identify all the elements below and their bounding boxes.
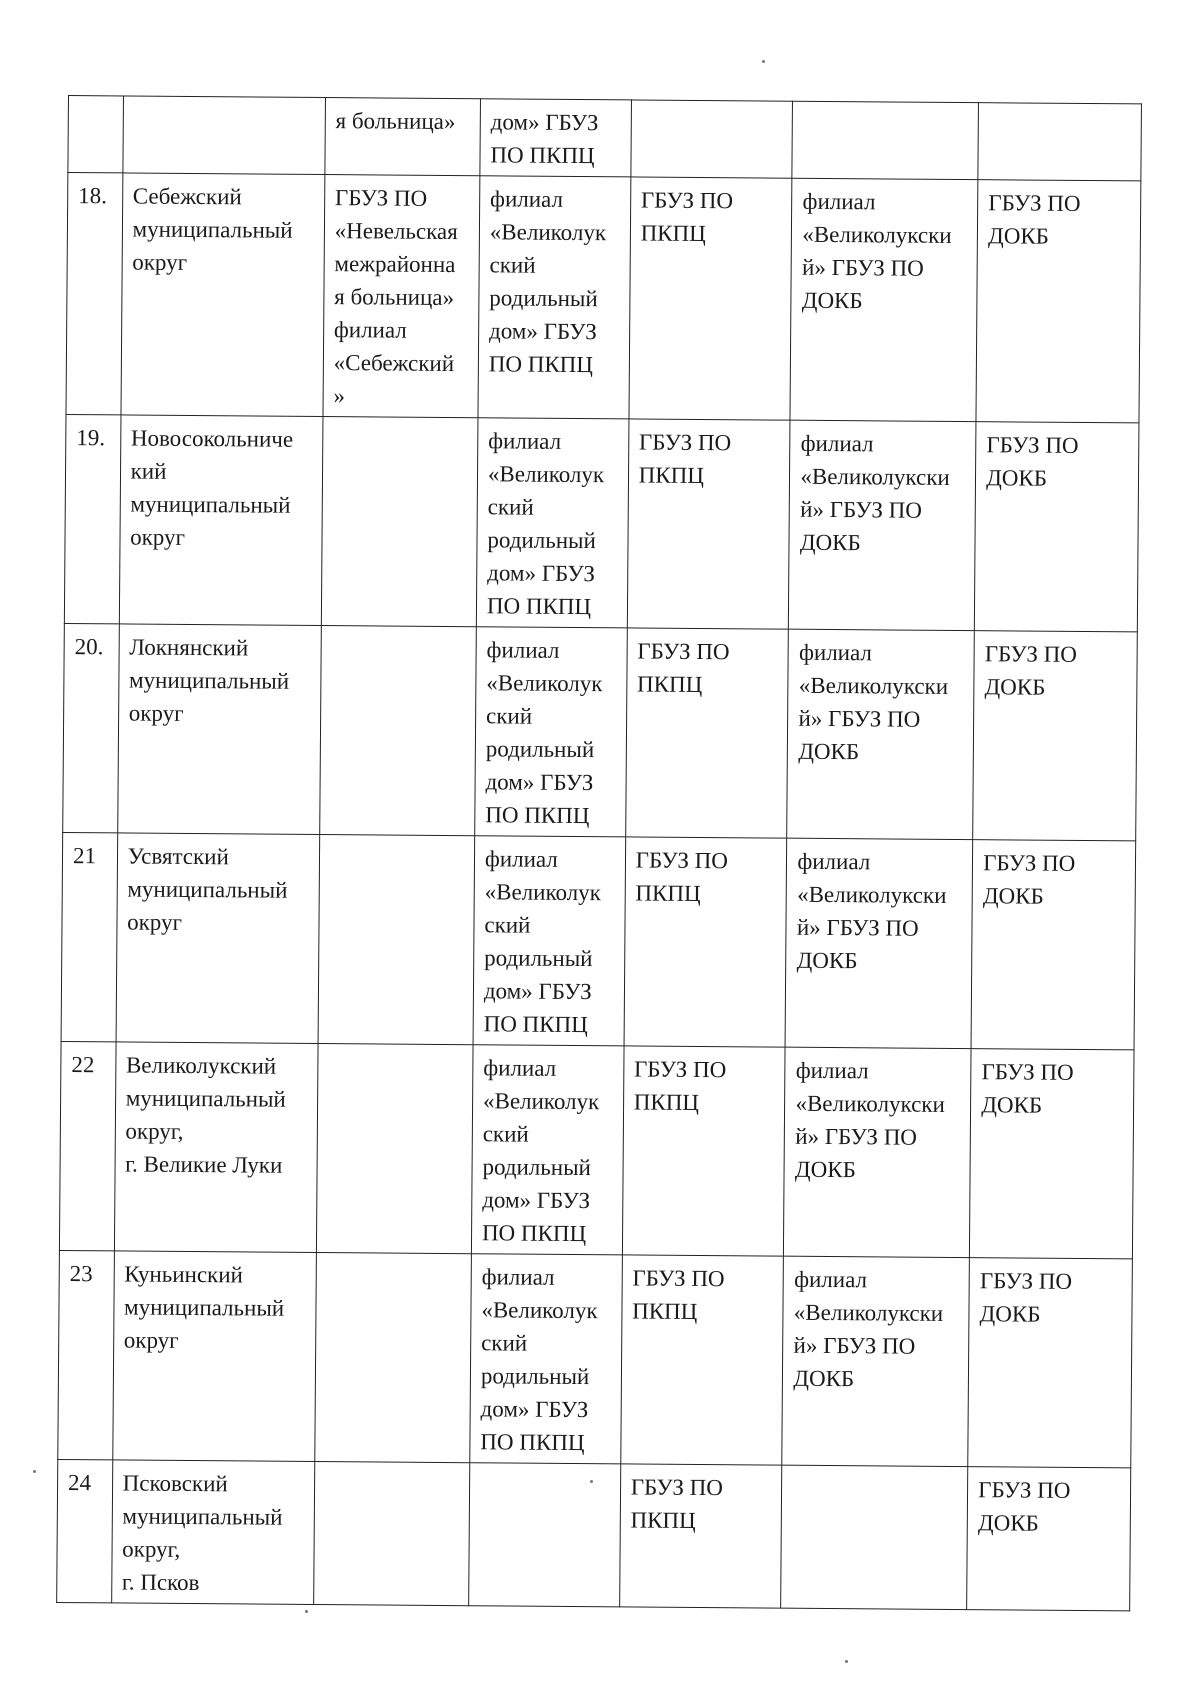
cell-text-line: ский [482, 1121, 529, 1147]
cell-text-line: муниципальный [132, 216, 293, 243]
col4-cell [471, 1045, 623, 1255]
scan-speck [305, 1610, 308, 1613]
row-number: 21 [61, 832, 117, 1041]
col4-cell [476, 418, 628, 628]
cell-text-line: ГБУЗ ПО [979, 1268, 1073, 1294]
cell-text-line: «Великолук [481, 1297, 598, 1324]
row-number [68, 96, 123, 173]
table-row [64, 414, 1139, 631]
col6-cell [781, 1465, 968, 1609]
cell-text-line: кий [130, 458, 167, 484]
col3-cell [319, 626, 476, 836]
cell-text-line: ПО ПКПЦ [490, 142, 595, 169]
cell-text-line: ский [484, 912, 531, 938]
cell-text-line: филиал [797, 848, 871, 875]
row-number: 22 [59, 1041, 115, 1250]
col5-cell [619, 1464, 782, 1608]
col6-cell [792, 101, 978, 179]
col4-cell [469, 1463, 621, 1607]
col4-cell [473, 836, 625, 1046]
cell-text-line: филиал [483, 1055, 557, 1081]
district-cell [119, 415, 323, 626]
cell-text-line: ГБУЗ ПО [986, 432, 1079, 458]
col4-cell [475, 627, 627, 837]
col5-cell [625, 628, 788, 838]
cell-text-line: я больница» [335, 108, 456, 135]
cell-text-line: округ [132, 249, 188, 275]
cell-text-line: ГБУЗ ПО [640, 187, 734, 214]
row-number: 24 [57, 1459, 113, 1602]
table-body [57, 96, 1142, 1611]
cell-text-line: родильный [485, 736, 595, 763]
row-number: 19. [64, 414, 120, 623]
district-cell [116, 833, 320, 1044]
cell-text-line: ГБУЗ ПО [638, 429, 732, 456]
cell-text-line: ДОКБ [801, 287, 863, 314]
cell-text-line: ГБУЗ ПО [633, 1056, 727, 1083]
cell-text-line: ДОКБ [982, 883, 1044, 909]
district-cell [114, 1042, 318, 1253]
cell-text-line: ПКПЦ [633, 1089, 700, 1115]
cell-text-line: ДОКБ [984, 674, 1046, 700]
cell-text-line: ДОКБ [987, 223, 1050, 249]
cell-text-line: округ, [122, 1536, 181, 1562]
cell-text-line: «Великолукски [797, 881, 947, 908]
cell-text-line: ский [485, 703, 533, 729]
cell-text-line: «Невельская [334, 218, 458, 245]
cell-text-line: й» ГБУЗ ПО [795, 1123, 918, 1150]
col7-cell [974, 422, 1138, 632]
cell-text-line: ДОКБ [986, 465, 1048, 491]
scan-speck [762, 60, 765, 63]
cell-text-line: «Великолукски [800, 463, 950, 490]
cell-text-line: муниципальный [124, 1294, 285, 1321]
cell-text-line: ГБУЗ ПО [988, 190, 1081, 216]
col6-cell [784, 1047, 971, 1257]
cell-text-line: ПО ПКПЦ [488, 351, 594, 378]
district-cell [123, 96, 326, 175]
scan-speck [33, 1470, 36, 1473]
cell-text-line: й» ГБУЗ ПО [800, 496, 923, 523]
cell-text-line: ПКПЦ [635, 880, 701, 906]
cell-text-line: родильный [482, 1154, 592, 1181]
cell-text-line: «Себежский [333, 350, 455, 377]
cell-text-line: «Великолук [486, 670, 603, 697]
col5-cell [624, 837, 787, 1047]
cell-text-line: ГБУЗ ПО [978, 1477, 1071, 1503]
cell-text-line: ПКПЦ [636, 671, 703, 697]
cell-text-line: Куньинский [124, 1261, 243, 1288]
col6-cell [789, 420, 976, 630]
cell-text-line: родильный [489, 285, 598, 312]
cell-text-line: г. Великие Луки [125, 1151, 283, 1178]
col7-cell [967, 1467, 1131, 1611]
cell-text-line: филиал [486, 637, 560, 663]
col7-cell [970, 1049, 1134, 1259]
cell-text-line: округ [128, 700, 184, 726]
col7-cell [973, 631, 1137, 841]
row-number: 18. [66, 173, 123, 415]
cell-text-line: ПО ПКПЦ [480, 1429, 585, 1456]
cell-text-line: филиал [802, 188, 876, 215]
cell-text-line: филиал [488, 428, 562, 454]
cell-text-line: родильный [480, 1363, 590, 1390]
cell-text-line: ПКПЦ [630, 1507, 696, 1533]
col5-cell [620, 1255, 783, 1465]
cell-text-line: муниципальный [122, 1503, 283, 1530]
cell-text-line: филиал [794, 1266, 868, 1293]
cell-text-line: Новосокольниче [130, 425, 294, 452]
table-row [61, 832, 1136, 1049]
cell-text-line: «Великолукски [793, 1299, 944, 1326]
col3-cell [318, 834, 475, 1044]
cell-text-line: ГБУЗ ПО [984, 641, 1078, 667]
cell-text-line: округ, [125, 1118, 184, 1144]
cell-text-line: Великолукский [125, 1052, 277, 1079]
col6-cell [787, 629, 974, 839]
cell-text-line: родильный [484, 945, 593, 972]
cell-text-line: ГБУЗ ПО [635, 847, 728, 874]
cell-text-line: ПКПЦ [632, 1298, 698, 1324]
cell-text-line: ПО ПКПЦ [483, 1011, 588, 1038]
col7-cell [976, 180, 1141, 423]
table-row [68, 96, 1142, 181]
cell-text-line: дом» ГБУЗ [480, 1396, 589, 1423]
cell-text-line: й» ГБУЗ ПО [796, 914, 919, 941]
cell-text-line: филиал [490, 186, 564, 212]
col6-cell [790, 178, 978, 421]
cell-text-line: дом» ГБУЗ [487, 560, 596, 587]
cell-text-line: дом» ГБУЗ [485, 769, 594, 796]
cell-text-line: ГБУЗ ПО [630, 1474, 724, 1501]
cell-text-line: дом» ГБУЗ [483, 978, 592, 1005]
cell-text-line: родильный [487, 527, 596, 554]
cell-text-line: ДОКБ [977, 1510, 1039, 1536]
col5-cell [631, 100, 793, 178]
cell-text-line: ГБУЗ ПО [334, 185, 428, 211]
col3-cell [325, 98, 481, 176]
cell-text-line: дом» ГБУЗ [490, 109, 599, 136]
cell-text-line: Псковский [122, 1470, 228, 1497]
cell-text-line: ГБУЗ ПО [981, 1059, 1074, 1085]
table-row [63, 623, 1138, 840]
col3-cell [323, 175, 480, 418]
cell-text-line: Усвятский [127, 843, 229, 870]
cell-text-line: филиал [798, 639, 873, 666]
cell-text-line: ГБУЗ ПО [983, 850, 1076, 876]
referral-table [56, 95, 1142, 1611]
cell-text-line: округ [123, 1327, 179, 1353]
cell-text-line: ский [489, 252, 536, 278]
cell-text-line: «Великолук [484, 879, 601, 906]
district-cell [121, 173, 325, 417]
cell-text-line: ский [481, 1330, 528, 1356]
cell-text-line: ский [487, 494, 534, 520]
cell-text-line: ГБУЗ ПО [632, 1265, 725, 1292]
col7-cell [968, 1258, 1132, 1468]
col7-cell [971, 840, 1135, 1050]
district-cell [112, 1251, 316, 1462]
cell-text-line: ПО ПКПЦ [481, 1220, 587, 1247]
cell-text-line: муниципальный [128, 667, 290, 694]
cell-text-line: » [333, 383, 346, 409]
table-row [59, 1041, 1134, 1258]
cell-text-line: г. Псков [121, 1569, 200, 1596]
cell-text-line: ГБУЗ ПО [637, 638, 730, 665]
cell-text-line: «Великолукски [795, 1090, 945, 1117]
cell-text-line: Себежский [132, 183, 242, 210]
cell-text-line: й» ГБУЗ ПО [798, 705, 921, 732]
cell-text-line: муниципальный [125, 1085, 286, 1112]
cell-text-line: ПКПЦ [640, 220, 706, 247]
cell-text-line: муниципальный [130, 491, 291, 518]
row-number: 20. [63, 623, 119, 832]
cell-text-line: Локнянский [129, 634, 249, 661]
col5-cell [627, 419, 790, 629]
cell-text-line: филиал [333, 317, 407, 343]
col5-cell [622, 1046, 785, 1256]
cell-text-line: «Великолукски [802, 221, 952, 248]
cell-text-line: межрайонна [334, 251, 456, 278]
cell-text-line: ДОКБ [981, 1092, 1043, 1118]
col5-cell [629, 177, 793, 420]
table-row [57, 1459, 1131, 1610]
cell-text-line: ПО ПКПЦ [485, 802, 590, 829]
cell-text-line: ПКПЦ [638, 462, 705, 489]
cell-text-line: округ [127, 909, 183, 935]
cell-text-line: «Великолук [487, 461, 605, 488]
col6-cell [785, 838, 972, 1048]
cell-text-line: филиал [800, 430, 874, 457]
col4-cell [480, 99, 631, 177]
cell-text-line: ДОКБ [793, 1365, 855, 1392]
cell-text-line: ДОКБ [799, 529, 861, 556]
col6-cell [782, 1256, 969, 1466]
scan-speck [845, 1660, 848, 1663]
cell-text-line: ДОКБ [798, 738, 860, 765]
cell-text-line: филиал [795, 1057, 869, 1084]
cell-text-line: ПО ПКПЦ [486, 593, 592, 620]
col3-cell [316, 1043, 473, 1253]
col7-cell [978, 103, 1141, 181]
col3-cell [315, 1252, 472, 1462]
cell-text-line: «Великолук [489, 219, 607, 246]
cell-text-line: ДОКБ [794, 1156, 856, 1183]
district-cell [117, 624, 321, 835]
district-cell [111, 1460, 314, 1605]
row-number: 23 [58, 1250, 114, 1459]
cell-text-line: я больница» [334, 284, 455, 311]
cell-text-line: филиал [481, 1264, 555, 1290]
cell-text-line: дом» ГБУЗ [488, 318, 597, 345]
cell-text-line: «Великолукски [798, 672, 949, 699]
cell-text-line: й» ГБУЗ ПО [801, 254, 924, 281]
cell-text-line: й» ГБУЗ ПО [793, 1332, 916, 1359]
cell-text-line: округ [130, 524, 186, 550]
col4-cell [470, 1254, 622, 1464]
cell-text-line: ДОКБ [796, 947, 858, 974]
cell-text-line: ДОКБ [979, 1301, 1041, 1327]
cell-text-line: муниципальный [127, 876, 288, 903]
table-row [58, 1250, 1133, 1467]
col3-cell [321, 417, 478, 627]
col4-cell [478, 176, 631, 419]
col3-cell [313, 1461, 469, 1605]
cell-text-line: филиал [484, 846, 558, 872]
table-row [66, 173, 1141, 423]
scan-speck [590, 1480, 593, 1483]
cell-text-line: дом» ГБУЗ [482, 1187, 591, 1214]
cell-text-line: «Великолук [482, 1088, 600, 1115]
